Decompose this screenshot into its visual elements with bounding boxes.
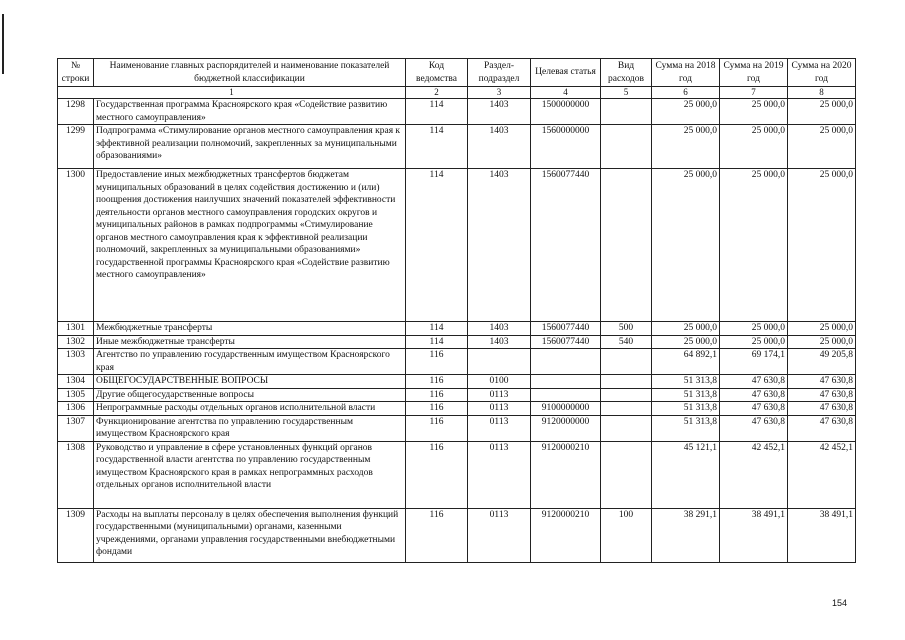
row-sum-2019: 25 000,0 [720,322,788,336]
row-sum-2020: 25 000,0 [788,125,856,169]
row-sum-2020: 42 452,1 [788,441,856,508]
row-number: 1303 [58,349,94,375]
row-target [531,388,601,402]
table-row [58,99,856,125]
row-target: 9120000210 [531,508,601,562]
table-row [58,375,856,389]
row-code: 114 [406,335,468,349]
table-row [58,441,856,508]
page-number: 154 [832,598,848,608]
table-row [58,349,856,375]
row-target: 9100000000 [531,402,601,416]
row-sum-2019: 47 630,8 [720,388,788,402]
row-sum-2020: 25 000,0 [788,335,856,349]
row-number: 1298 [58,99,94,125]
column-number: 3 [468,87,531,99]
row-sum-2018: 38 291,1 [652,508,720,562]
row-sum-2020: 47 630,8 [788,415,856,441]
row-target [531,349,601,375]
row-sum-2019: 38 491,1 [720,508,788,562]
column-number: 7 [720,87,788,99]
table-row [58,335,856,349]
row-sum-2019: 42 452,1 [720,441,788,508]
row-number: 1301 [58,322,94,336]
row-target: 1560077440 [531,322,601,336]
header-kind: Вид расходов [601,59,652,87]
row-section: 1403 [468,322,531,336]
row-name: Государственная программа Красноярского края «Содействие развитию местного самоуправления» [94,99,406,125]
column-number: 8 [788,87,856,99]
header-name: Наименование главных распорядителей и наименование показателей бюджетной классификации [94,59,406,87]
table-row [58,388,856,402]
table-row [58,169,856,322]
row-section: 0113 [468,508,531,562]
table-row [58,402,856,416]
row-code: 114 [406,125,468,169]
row-code: 116 [406,349,468,375]
row-sum-2020: 25 000,0 [788,99,856,125]
row-number: 1299 [58,125,94,169]
row-section: 0113 [468,415,531,441]
row-kind [601,99,652,125]
column-number: 6 [652,87,720,99]
row-number: 1304 [58,375,94,389]
row-sum-2020: 38 491,1 [788,508,856,562]
row-code: 114 [406,322,468,336]
row-target: 1560077440 [531,335,601,349]
row-name: Руководство и управление в сфере установленных функций органов государственной власти агентства по управлению государственным имуществом Красноярского края в рамках непрограммных расходов отдельных органов исполнительной власти [94,441,406,508]
row-target [531,375,601,389]
row-section: 0100 [468,375,531,389]
row-sum-2019: 47 630,8 [720,375,788,389]
row-number: 1302 [58,335,94,349]
row-sum-2020: 47 630,8 [788,388,856,402]
row-code: 116 [406,388,468,402]
row-number: 1309 [58,508,94,562]
row-name: Расходы на выплаты персоналу в целях обеспечения выполнения функций государственными (муниципальными) органами, казенными учреждениями, органами управления государственными внебюджетными фондами [94,508,406,562]
row-target: 1560077440 [531,169,601,322]
row-number: 1306 [58,402,94,416]
column-number: 1 [58,87,406,99]
row-target: 9120000210 [531,441,601,508]
table-row [58,322,856,336]
row-code: 116 [406,402,468,416]
row-target: 1560000000 [531,125,601,169]
row-name: Подпрограмма «Стимулирование органов местного самоуправления края к эффективной реализации полномочий, закрепленных за муниципальными образованиями» [94,125,406,169]
column-number-row [58,87,856,99]
row-kind: 100 [601,508,652,562]
row-number: 1308 [58,441,94,508]
row-number: 1307 [58,415,94,441]
row-sum-2018: 25 000,0 [652,335,720,349]
row-name: Межбюджетные трансферты [94,322,406,336]
row-sum-2018: 25 000,0 [652,322,720,336]
row-sum-2018: 25 000,0 [652,125,720,169]
table-row [58,415,856,441]
row-sum-2018: 64 892,1 [652,349,720,375]
row-name: Другие общегосударственные вопросы [94,388,406,402]
row-target: 9120000000 [531,415,601,441]
row-code: 114 [406,169,468,322]
row-sum-2018: 25 000,0 [652,99,720,125]
row-kind [601,388,652,402]
row-sum-2020: 47 630,8 [788,402,856,416]
row-code: 116 [406,508,468,562]
row-name: Предоставление иных межбюджетных трансфертов бюджетам муниципальных образований в целях содействия достижению и (или) поощрения достижения наилучших значений показателей эффективности деятельности органов местного самоуправления городских округов и муниципальных районов в рамках подпрограммы «Стимулирование органов местного самоуправления края к эффективной реализации полномочий, закрепленных за муниципальными образованиями» государственной программы Красноярского края «Содействие развитию местного самоуправления» [94,169,406,322]
row-section: 0113 [468,441,531,508]
row-code: 116 [406,441,468,508]
row-target: 1500000000 [531,99,601,125]
header-sum-2018: Сумма на 2018 год [652,59,720,87]
row-section: 1403 [468,99,531,125]
row-section: 0113 [468,388,531,402]
row-kind [601,402,652,416]
row-section: 1403 [468,169,531,322]
row-kind [601,349,652,375]
row-name: Непрограммные расходы отдельных органов исполнительной власти [94,402,406,416]
header-target: Целевая статья [531,59,601,87]
row-sum-2020: 25 000,0 [788,169,856,322]
row-name: Иные межбюджетные трансферты [94,335,406,349]
row-sum-2019: 47 630,8 [720,402,788,416]
column-number: 5 [601,87,652,99]
row-sum-2020: 49 205,8 [788,349,856,375]
row-kind: 500 [601,322,652,336]
column-number: 2 [406,87,468,99]
row-kind [601,169,652,322]
row-sum-2019: 47 630,8 [720,415,788,441]
row-code: 116 [406,415,468,441]
header-code: Код ведомства [406,59,468,87]
row-sum-2018: 51 313,8 [652,388,720,402]
header-sum-2020: Сумма на 2020 год [788,59,856,87]
row-sum-2018: 51 313,8 [652,375,720,389]
page-edge-line [2,14,4,74]
table-header-row [58,59,856,87]
header-sum-2019: Сумма на 2019 год [720,59,788,87]
row-sum-2018: 45 121,1 [652,441,720,508]
row-sum-2019: 25 000,0 [720,99,788,125]
row-section: 1403 [468,335,531,349]
row-code: 116 [406,375,468,389]
row-name: Функционирование агентства по управлению государственным имуществом Красноярского края [94,415,406,441]
table-row [58,508,856,562]
row-kind [601,415,652,441]
row-name: Агентство по управлению государственным имуществом Красноярского края [94,349,406,375]
row-sum-2018: 51 313,8 [652,402,720,416]
row-sum-2020: 25 000,0 [788,322,856,336]
row-sum-2018: 51 313,8 [652,415,720,441]
budget-table [57,58,856,563]
row-number: 1305 [58,388,94,402]
row-code: 114 [406,99,468,125]
row-sum-2019: 69 174,1 [720,349,788,375]
row-section: 0113 [468,402,531,416]
row-sum-2019: 25 000,0 [720,335,788,349]
row-kind [601,441,652,508]
header-no: № строки [58,59,94,87]
row-sum-2018: 25 000,0 [652,169,720,322]
header-section: Раздел-подраздел [468,59,531,87]
row-sum-2020: 47 630,8 [788,375,856,389]
row-kind [601,125,652,169]
row-kind: 540 [601,335,652,349]
row-kind [601,375,652,389]
column-number: 4 [531,87,601,99]
table-row [58,125,856,169]
row-section: 1403 [468,125,531,169]
row-sum-2019: 25 000,0 [720,125,788,169]
row-section [468,349,531,375]
row-name: ОБЩЕГОСУДАРСТВЕННЫЕ ВОПРОСЫ [94,375,406,389]
row-sum-2019: 25 000,0 [720,169,788,322]
row-number: 1300 [58,169,94,322]
